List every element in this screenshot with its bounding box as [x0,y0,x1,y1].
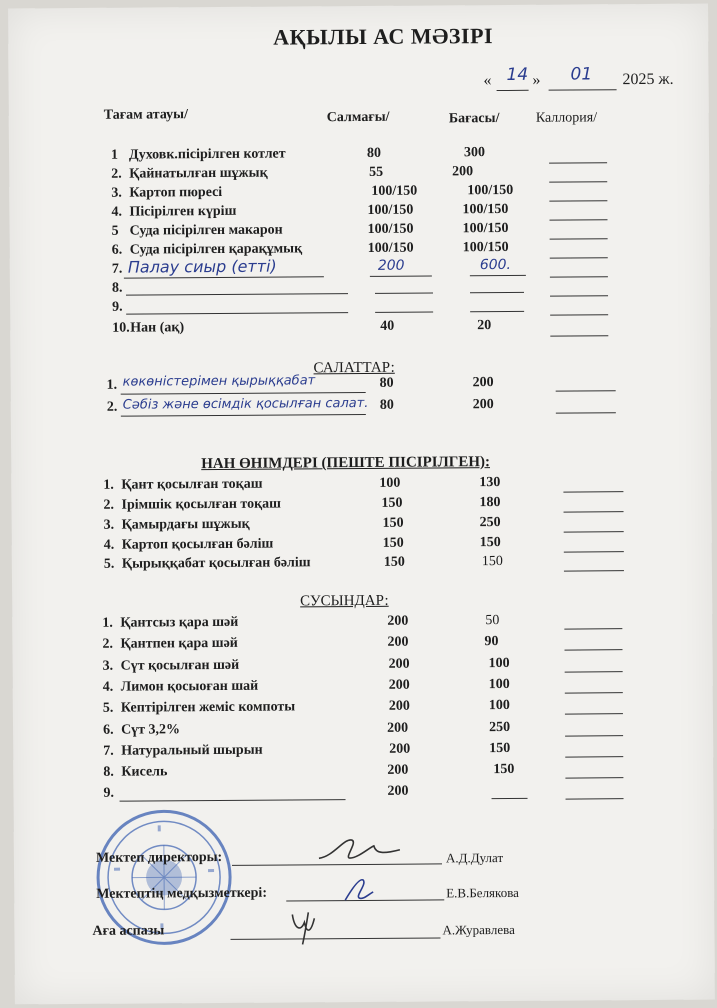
drink-weight: 200 [387,613,409,629]
date-year: 2025 ж. [622,70,674,89]
bakery-weight: 100 [379,475,401,491]
main-dish-name: Картоп пюресі [129,184,223,201]
drink-weight: 200 [387,762,409,778]
drink-weight: 200 [389,741,411,757]
main-dish-weight: 100/150 [371,183,418,199]
calorie-blank [550,257,608,258]
date-month: 01 [570,64,593,85]
main-dish-weight: 55 [369,164,384,180]
drink-name: Сүт 3,2% [120,722,181,738]
calorie-blank [564,531,624,532]
drink-number: 6. [102,722,114,738]
signature-name-medic: Е.В.Белякова [446,884,519,901]
calorie-blank [565,713,623,714]
main-dish-number: 7. [111,261,123,277]
drink-name: Кептірілген жеміс компоты [120,699,296,716]
blank-line [126,293,348,296]
main-dish-number: 9. [112,299,123,315]
main-dish-name: Пісірілген күріш [129,203,237,220]
drink-price: 150 [489,740,511,757]
main-dish-price: 300 [463,145,486,161]
main-dish-price: 200 [452,164,474,180]
bakery-name: Қырыққабат қосылған бәліш [121,555,311,572]
main-dish-name: Палау сиыр (етті) [127,256,277,277]
medic-signature [339,872,379,906]
drink-number: 2. [102,636,114,652]
calorie-blank [563,491,623,492]
drink-weight: 200 [388,656,410,672]
signature-role-chef: Аға аспазы [92,923,165,939]
col-header-name: Тағам атауы/ [103,107,188,123]
bakery-weight: 150 [381,495,403,511]
calorie-blank [564,649,622,650]
drink-weight: 200 [387,783,409,799]
calorie-blank [565,692,623,693]
drink-price: 100 [488,676,510,693]
drink-price: 250 [488,719,511,736]
main-dish-weight: 100/150 [367,240,414,256]
main-dish-name: Духовк.пісірілген котлет [128,146,286,163]
drink-number: 3. [102,658,114,674]
main-dish-price: 100/150 [462,239,509,256]
calorie-blank [566,798,624,799]
signature-role-medic: Мектептің медқызметкері: [96,885,268,902]
calorie-blank [550,335,608,336]
bakery-price: 180 [479,495,501,511]
main-dish-number: 8. [111,280,123,296]
bakery-weight: 150 [383,554,405,570]
drink-name: Натуральный шырын [121,742,263,759]
calorie-blank [556,390,616,391]
date-open-quote: « [483,72,492,90]
calorie-blank [550,276,608,277]
signature-name-chef: А.Журавлева [442,921,515,938]
main-dish-price: 100/150 [462,201,509,218]
salad-name: Сәбіз және өсімдік қосылған салат. [122,395,369,413]
main-dish-number: 6. [111,242,123,258]
drink-price: 50 [485,613,500,629]
blank-line [375,311,433,312]
calorie-blank [550,314,608,315]
signature-name-director: А.Д.Дулат [445,850,504,866]
main-dish-weight: 100/150 [367,221,414,237]
bakery-number: 3. [103,517,115,533]
drink-price: 90 [484,634,499,650]
drink-number: 8. [103,764,114,780]
salad-number: 2. [106,399,118,415]
bakery-price: 250 [479,515,501,531]
main-dish-name: Суда пісірілген макарон [129,222,283,239]
drink-name: Қантпен қара шәй [120,635,238,652]
salad-price: 200 [472,375,494,391]
calorie-blank [549,162,607,163]
bakery-name: Картоп қосылған бәліш [121,536,274,553]
main-dish-weight: 80 [366,145,382,161]
col-header-weight: Салмағы/ [326,109,390,126]
main-dish-price: 20 [477,318,492,334]
drink-name: Сүт қосылған шәй [120,657,240,674]
main-dish-number: 3. [111,185,122,201]
main-dish-number: 4. [111,204,122,220]
main-dish-name: Суда пісірілген қарақұмық [129,241,303,258]
chef-signature [282,904,332,948]
calorie-blank [550,238,608,239]
drink-name: Лимон қосыоған шай [120,678,259,695]
salads-heading: САЛАТТАР: [313,359,395,377]
drink-weight: 200 [388,698,410,714]
main-dish-number: 2. [111,166,122,182]
bakery-weight: 150 [382,515,404,531]
calorie-blank [549,200,607,201]
director-signature [314,828,404,869]
main-dish-name: Қайнатылған шұжық [129,165,268,182]
calorie-blank [556,412,616,413]
blank-line [124,276,324,278]
calorie-blank [565,735,623,736]
calorie-blank [550,295,608,296]
bakery-number: 1. [103,477,114,493]
main-dish-price: 100/150 [467,182,514,199]
main-dish-number: 10. [112,320,130,336]
main-dish-price: 100/150 [462,220,509,237]
bakery-heading: НАН ӨНІМДЕРІ (ПЕШТЕ ПІСІРІЛГЕН): [201,454,491,473]
drink-price: 100 [488,697,510,714]
main-dish-price: 600. [479,256,512,274]
blank-line [492,798,528,799]
main-dish-weight: 200 [377,257,405,274]
calorie-blank [565,756,623,757]
drink-name: Кисель [121,764,168,780]
blank-line [120,799,346,802]
drink-number: 1. [102,615,113,631]
blank-line [470,275,526,276]
drink-number: 9. [103,785,115,801]
salad-name: көкөністерімен қырыққабат [122,373,316,390]
col-header-price: Бағасы/ [448,111,500,127]
date-day: 14 [506,64,529,85]
drink-number: 7. [103,743,114,759]
main-dish-name: Нан (ақ) [130,320,185,336]
bakery-price: 130 [479,475,501,491]
calorie-blank [564,570,624,571]
blank-line [470,311,524,312]
bakery-price: 150 [481,554,503,570]
calorie-blank [564,511,624,512]
bakery-price: 150 [479,535,501,551]
salad-weight: 80 [379,397,394,413]
bakery-name: Қант қосылған тоқаш [121,476,263,493]
bakery-weight: 150 [382,535,404,551]
blank-line [375,292,433,293]
calorie-blank [565,671,623,672]
main-dish-weight: 40 [380,318,395,334]
drink-price: 150 [493,761,515,778]
bakery-number: 4. [103,537,115,553]
calorie-blank [564,551,624,552]
drink-name: Қантсыз қара шәй [120,614,239,631]
drink-weight: 200 [387,634,409,650]
calorie-blank [549,219,607,220]
calorie-blank [564,628,622,629]
salad-price: 200 [472,397,494,413]
drink-weight: 200 [386,720,409,736]
drinks-heading: СУСЫНДАР: [300,592,389,610]
bakery-name: Ірімшік қосылған тоқаш [121,496,282,513]
bakery-name: Қамырдағы шұжық [121,516,250,533]
signature-role-director: Мектеп директоры: [95,849,223,866]
calorie-blank [565,777,623,778]
menu-sheet [8,4,715,1005]
blank-line [126,312,348,315]
drink-weight: 200 [388,677,410,693]
page-title: АҚЫЛЫ АС МӘЗІРІ [273,23,494,50]
bakery-number: 5. [103,556,115,572]
main-dish-number: 5 [111,223,119,239]
blank-line [470,292,524,293]
main-dish-weight: 100/150 [367,202,414,218]
col-header-calories: Каллория/ [535,110,598,126]
calorie-blank [549,181,607,182]
main-dish-number: 1 [110,147,119,163]
bakery-number: 2. [103,497,115,513]
drink-price: 100 [488,655,510,672]
drink-number: 4. [102,679,114,695]
salad-number: 1. [106,377,118,393]
blank-line [370,275,432,276]
drink-number: 5. [102,700,114,716]
salad-weight: 80 [379,375,394,391]
date-close-quote: » [532,71,541,89]
